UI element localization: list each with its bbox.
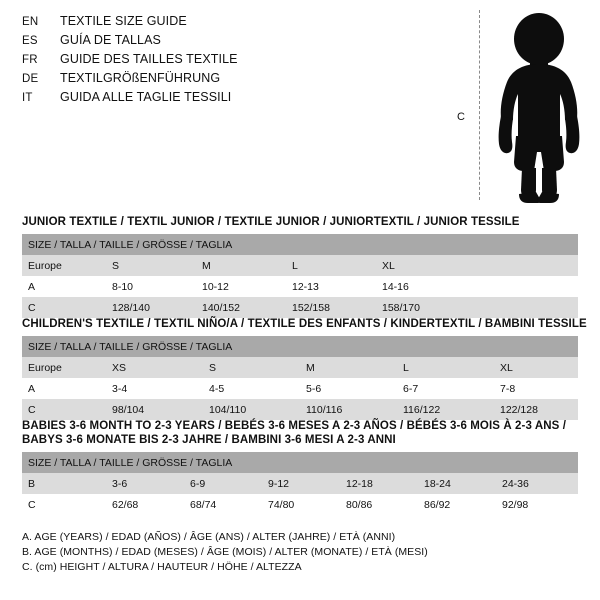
babies-size-table bbox=[22, 452, 578, 515]
table-header-row bbox=[22, 336, 578, 357]
cell: 6-7 bbox=[397, 378, 494, 399]
legend-note-b: B. AGE (MONTHS) / EDAD (MESES) / ÂGE (MOIS) / ALTER (MONATE) / ETÀ (MESI) bbox=[22, 546, 428, 558]
junior-size-table bbox=[22, 234, 578, 318]
row-label: C bbox=[22, 399, 106, 420]
cell: 158/170 bbox=[376, 297, 466, 318]
cell: XS bbox=[106, 357, 203, 378]
language-row bbox=[22, 90, 442, 109]
cell: 10-12 bbox=[196, 276, 286, 297]
section-childrens bbox=[22, 318, 587, 420]
language-title: GUÍA DE TALLAS bbox=[60, 33, 161, 47]
cell: 7-8 bbox=[494, 378, 578, 399]
cell: L bbox=[286, 255, 376, 276]
cell: 62/68 bbox=[106, 494, 184, 515]
cell: M bbox=[196, 255, 286, 276]
cell: 18-24 bbox=[418, 473, 496, 494]
cell: 74/80 bbox=[262, 494, 340, 515]
section-title: BABIES 3-6 MONTH TO 2-3 YEARS / BEBÉS 3-6 MESES A 2-3 AÑOS / BÉBÉS 3-6 MOIS À 2-3 ANS / bbox=[22, 420, 566, 432]
language-code: EN bbox=[22, 16, 39, 28]
cell: 98/104 bbox=[106, 399, 203, 420]
table-header-row bbox=[22, 452, 578, 473]
row-label: B bbox=[22, 473, 106, 494]
cell: 92/98 bbox=[496, 494, 578, 515]
cell: 12-18 bbox=[340, 473, 418, 494]
table-row bbox=[22, 357, 578, 378]
height-dashed-line bbox=[479, 10, 480, 200]
row-label: C bbox=[22, 494, 106, 515]
cell: 9-12 bbox=[262, 473, 340, 494]
legend-notes bbox=[22, 530, 578, 575]
cell: 116/122 bbox=[397, 399, 494, 420]
section-junior bbox=[22, 216, 578, 318]
section-babies bbox=[22, 420, 578, 515]
legend-note-c: C. (cm) HEIGHT / ALTURA / HAUTEUR / HÖHE / ALTEZZA bbox=[22, 561, 302, 573]
size-header-label: SIZE / TALLA / TAILLE / GRÖSSE / TAGLIA bbox=[22, 336, 578, 357]
table-row bbox=[22, 255, 578, 276]
table-header-row bbox=[22, 234, 578, 255]
language-row bbox=[22, 52, 442, 71]
language-title: TEXTILGRÖßENFÜHRUNG bbox=[60, 71, 221, 85]
cell: 128/140 bbox=[106, 297, 196, 318]
childrens-size-table bbox=[22, 336, 578, 420]
cell: 152/158 bbox=[286, 297, 376, 318]
toddler-silhouette-icon bbox=[486, 12, 592, 204]
cell: 86/92 bbox=[418, 494, 496, 515]
language-title: GUIDE DES TAILLES TEXTILE bbox=[60, 52, 238, 66]
cell: 4-5 bbox=[203, 378, 300, 399]
language-title: TEXTILE SIZE GUIDE bbox=[60, 14, 187, 28]
cell: 6-9 bbox=[184, 473, 262, 494]
cell: M bbox=[300, 357, 397, 378]
cell: 122/128 bbox=[494, 399, 578, 420]
height-measure-label: C bbox=[457, 111, 465, 123]
section-title: CHILDREN'S TEXTILE / TEXTIL NIÑO/A / TEXTILE DES ENFANTS / KINDERTEXTIL / BAMBINI TESSILE bbox=[22, 318, 587, 330]
section-title-line2: BABYS 3-6 MONATE BIS 2-3 JAHRE / BAMBINI 3-6 MESI A 2-3 ANNI bbox=[22, 434, 396, 446]
cell: S bbox=[106, 255, 196, 276]
cell: 3-6 bbox=[106, 473, 184, 494]
legend-note-a: A. AGE (YEARS) / EDAD (AÑOS) / ÂGE (ANS) / ALTER (JAHRE) / ETÀ (ANNI) bbox=[22, 531, 396, 543]
language-code: FR bbox=[22, 54, 38, 66]
cell: 140/152 bbox=[196, 297, 286, 318]
table-row bbox=[22, 297, 578, 318]
cell-empty bbox=[466, 255, 578, 276]
cell: S bbox=[203, 357, 300, 378]
cell: 5-6 bbox=[300, 378, 397, 399]
cell: 3-4 bbox=[106, 378, 203, 399]
row-label: A bbox=[22, 378, 106, 399]
row-label: A bbox=[22, 276, 106, 297]
table-row bbox=[22, 399, 578, 420]
cell: XL bbox=[376, 255, 466, 276]
language-code: ES bbox=[22, 35, 38, 47]
size-header-label: SIZE / TALLA / TAILLE / GRÖSSE / TAGLIA bbox=[22, 452, 578, 473]
table-row bbox=[22, 276, 578, 297]
table-row bbox=[22, 494, 578, 515]
cell: 24-36 bbox=[496, 473, 578, 494]
cell-empty bbox=[466, 276, 578, 297]
cell: 80/86 bbox=[340, 494, 418, 515]
size-header-label: SIZE / TALLA / TAILLE / GRÖSSE / TAGLIA bbox=[22, 234, 578, 255]
cell: 8-10 bbox=[106, 276, 196, 297]
table-row bbox=[22, 378, 578, 399]
cell: 68/74 bbox=[184, 494, 262, 515]
cell: 12-13 bbox=[286, 276, 376, 297]
language-row bbox=[22, 71, 442, 90]
cell: 110/116 bbox=[300, 399, 397, 420]
height-figure bbox=[452, 6, 592, 206]
language-code: DE bbox=[22, 73, 39, 85]
language-title: GUIDA ALLE TAGLIE TESSILI bbox=[60, 90, 232, 104]
row-label: Europe bbox=[22, 255, 106, 276]
language-code: IT bbox=[22, 92, 33, 104]
language-row bbox=[22, 33, 442, 52]
language-row bbox=[22, 14, 442, 33]
cell: XL bbox=[494, 357, 578, 378]
cell: 104/110 bbox=[203, 399, 300, 420]
cell-empty bbox=[466, 297, 578, 318]
row-label: Europe bbox=[22, 357, 106, 378]
table-row bbox=[22, 473, 578, 494]
section-title: JUNIOR TEXTILE / TEXTIL JUNIOR / TEXTILE JUNIOR / JUNIORTEXTIL / JUNIOR TESSILE bbox=[22, 216, 520, 228]
cell: 14-16 bbox=[376, 276, 466, 297]
language-titles bbox=[22, 14, 442, 109]
row-label: C bbox=[22, 297, 106, 318]
cell: L bbox=[397, 357, 494, 378]
